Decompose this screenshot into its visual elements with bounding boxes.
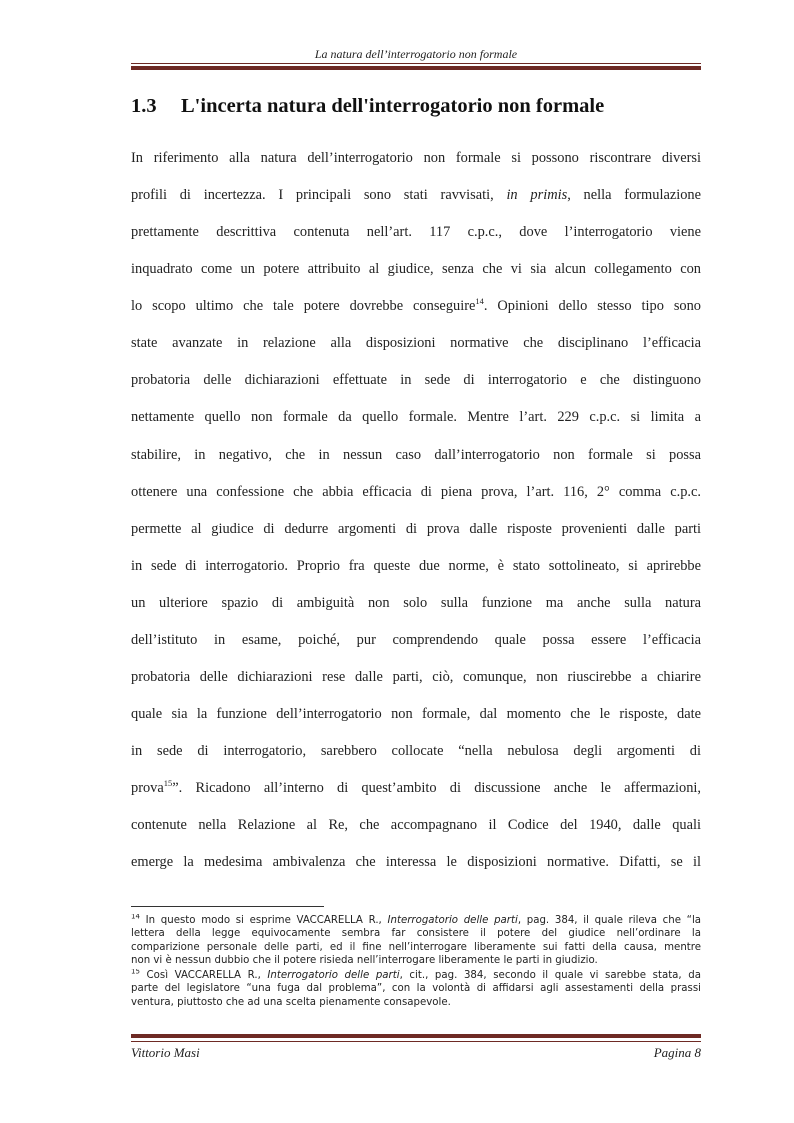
footer-rule-thick [131,1034,701,1038]
footnote-line: comparizione personale delle parti, ed il fine nell’interrogare liberamente sui fatti della causa, mentre [131,941,701,953]
body-line: probatoria delle dichiarazioni effettuate in sede di interrogatorio e che distinguono [131,372,701,389]
footnote-line: lettera della legge equivocamente sembra far consistere il potere del giudice nell’ordinare la [131,928,701,940]
body-line: contenute nella Relazione al Re, che accompagnano il Codice del 1940, dalle quali [131,817,701,834]
header-rule-thick [131,66,701,70]
body-line: quale sia la funzione dell’interrogatorio non formale, dal momento che le risposte, date [131,705,701,722]
body-line: probatoria delle dichiarazioni rese dalle parti, ciò, comunque, non riuscirebbe a chiarire [131,668,701,685]
text-run: ”. Ricadono all’interno di quest’ambito di discussione anche le affermazioni, [172,780,701,797]
text-run: . Opinioni dello stesso tipo sono [483,298,702,315]
body-line: nettamente quello non formale da quello formale. Mentre l’art. 229 c.p.c. si limita a [131,409,701,426]
text-run: lo scopo ultimo che tale potere dovrebbe conseguire [131,298,476,315]
text-run: , nella formulazione [567,187,701,204]
body-line: ottenere una confessione che abbia efficacia di piena prova, l’art. 116, 2° comma c.p.c. [131,483,701,500]
section-title: L'incerta natura dell'interrogatorio non formale [181,95,605,117]
footnote-15 [131,969,701,982]
running-header: La natura dell’interrogatorio non formale [314,47,518,61]
text-run: profili di incertezza. I principali sono stati ravvisati, [131,187,507,204]
body-paragraph [131,140,701,881]
text-run: Così VACCARELLA R., [139,970,268,982]
section-number: 1.3 [131,95,157,117]
body-line: dell’istituto in esame, poiché, pur comprendendo quale possa essere l’efficacia [131,631,701,648]
body-line: stabilire, in negativo, che in nessun caso dall’interrogatorio non formale si possa [131,446,701,463]
footnote-ref-14[interactable]: 14 [475,296,484,307]
body-line: state avanzate in relazione alla disposizioni normative che disciplinano l’efficacia [131,335,701,352]
text-run: In questo modo si esprime VACCARELLA R., [139,915,388,926]
body-line [131,770,701,807]
footnote-separator [131,906,324,907]
footnotes [131,914,701,1009]
footnote-ref-15[interactable]: 15 [163,778,173,789]
body-line: prettamente descrittiva contenuta nell’art. 117 c.p.c., dove l’interrogatorio viene [131,224,701,241]
page-number: Pagina 8 [653,1045,701,1060]
body-line: in sede di interrogatorio. Proprio fra queste due norme, è stato sottolineato, si aprirebbe [131,557,701,574]
italic-run: Interrogatorio delle parti [267,970,400,982]
text-run: prova [131,780,164,797]
footer-rule-thin [131,1041,701,1042]
body-line: inquadrato come un potere attribuito al giudice, senza che vi sia alcun collegamento con [131,261,701,278]
footnote-line: parte del legislatore “una fuga dal problema”, con la volontà di affidarsi agli assestamenti della prassi [131,983,701,995]
body-line: In riferimento alla natura dell’interrogatorio non formale si possono riscontrare diversi [131,150,701,166]
footnote-line: ventura, piuttosto che ad una scelta pienamente consapevole. [131,996,451,1008]
body-line: un ulteriore spazio di ambiguità non solo sulla funzione ma anche sulla natura [131,594,701,611]
body-line [131,288,701,325]
body-line: permette al giudice di dedurre argomenti di prova dalle risposte provenienti dalle parti [131,520,701,537]
text-run: , cit., pag. 384, secondo il quale vi sarebbe stata, da [399,970,701,982]
footer-author: Vittorio Masi [131,1045,200,1060]
text-run: , pag. 384, il quale rileva che “la [517,915,701,926]
body-line: emerge la medesima ambivalenza che interessa le disposizioni normative. Difatti, se il [131,854,701,871]
footnote-line: non vi è nessun dubbio che il potere risieda nell’interrogare liberamente le parti in giudizio. [131,954,598,966]
body-line [131,177,701,214]
footnote-number: 14 [131,914,140,921]
footnote-14 [131,914,701,927]
italic-run: Interrogatorio delle parti [387,915,518,926]
body-line: in sede di interrogatorio, sarebbero collocate “nella nebulosa degli argomenti di [131,743,701,759]
section-heading [131,95,701,118]
footnote-number: 15 [131,969,140,976]
italic-run: in primis [506,187,568,204]
header-rule-thin [131,63,701,64]
